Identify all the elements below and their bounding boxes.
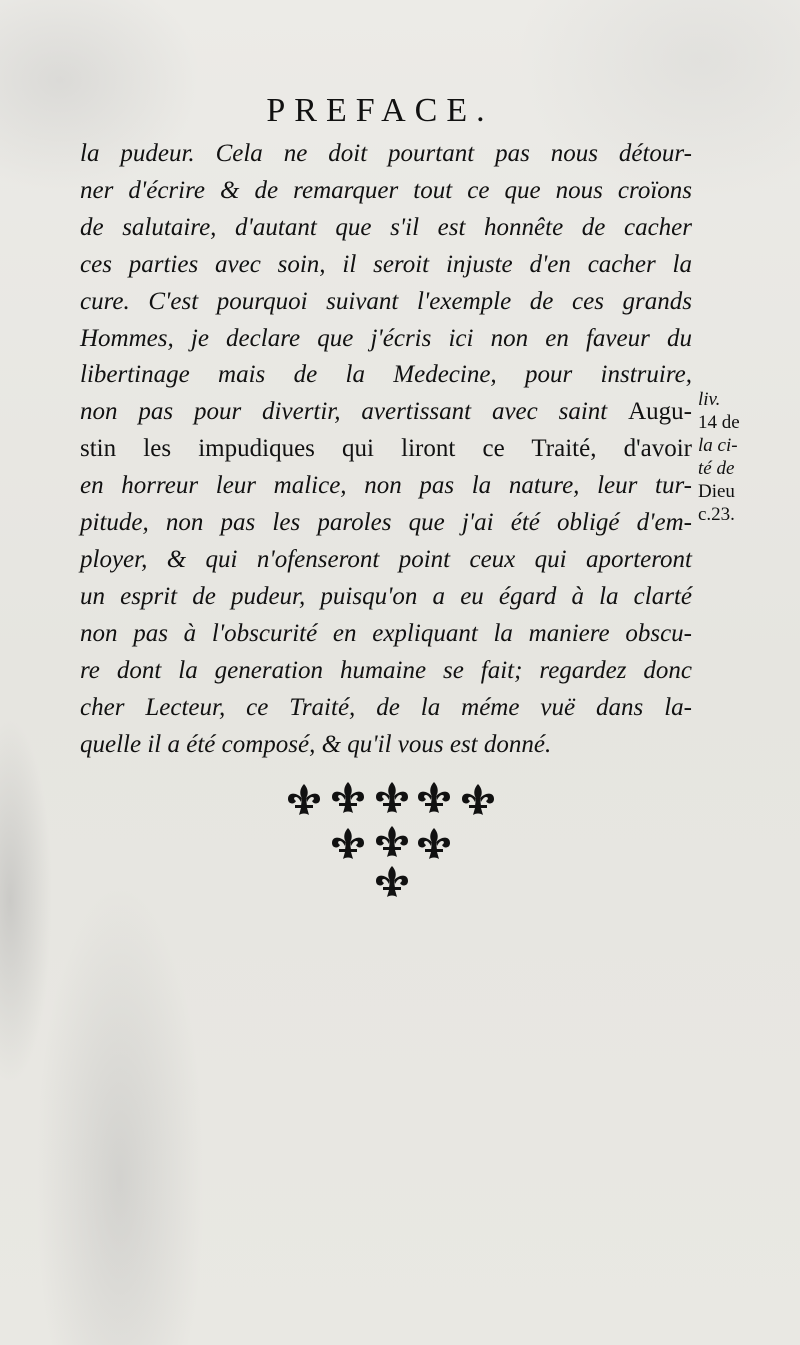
text-line-roman: Augu- [628,398,692,426]
fleuron-row-middle [332,826,450,859]
text-line: cher Lecteur, ce Traité, de la méme vuë dans la- [80,693,692,721]
text-line: pitude, non pas les paroles que j'ai été obligé d'em- [80,509,692,537]
fleuron-icon [462,784,494,815]
marginal-note-line: c.23. [698,504,735,525]
text-line: de salutaire, d'autant que s'il est honnête de cacher [80,213,692,241]
marginal-note-line: 14 de [698,412,740,433]
body-text [80,136,692,763]
text-line: quelle il a été composé, & qu'il vous est donné. [80,730,552,758]
fleuron-icon [288,784,320,815]
text-line: re dont la generation humaine se fait; regardez donc [80,656,692,684]
text-line: en horreur leur malice, non pas la nature, leur tur- [80,472,692,500]
marginal-note [698,388,768,526]
fleuron-ornament [282,778,502,908]
text-line: la pudeur. Cela ne doit pourtant pas nous détour- [80,140,692,167]
fleuron-row-bottom [376,866,408,897]
fleuron-icon [332,782,364,813]
marginal-note-line: la ci- [698,435,738,456]
page-header-title: PREFACE. [266,92,494,129]
text-line-italic: non pas pour divertir, avertissant avec saint [80,398,629,426]
fleuron-icon [376,782,408,813]
marginal-note-line: Dieu [698,481,735,502]
text-line: ner d'écrire & de remarquer tout ce que nous croïons [80,176,692,204]
fleuron-icon [418,782,450,813]
text-line: ces parties avec soin, il seroit injuste d'en cacher la [80,250,692,278]
fleuron-icon [376,826,408,857]
fleuron-row-top [288,782,494,815]
text-line-roman: stin les impudiques qui liront ce Traité, d'avoir [80,435,692,463]
fleuron-icon [332,828,364,859]
marginal-note-line: té de [698,458,735,479]
text-line [80,394,692,431]
text-line: non pas à l'obscurité en expliquant la maniere obscu- [80,619,692,647]
fleuron-icon [418,828,450,859]
text-line: Hommes, je declare que j'écris ici non en faveur du [80,324,692,352]
fleuron-icon [376,866,408,897]
text-line: un esprit de pudeur, puisqu'on a eu égard à la clarté [80,582,692,610]
marginal-note-line: liv. [698,389,721,410]
text-line: libertinage mais de la Medecine, pour instruire, [80,361,692,389]
text-line: cure. C'est pourquoi suivant l'exemple de ces grands [80,287,692,315]
text-line [80,431,692,468]
text-line: ployer, & qui n'ofenseront point ceux qui aporteront [80,545,692,573]
